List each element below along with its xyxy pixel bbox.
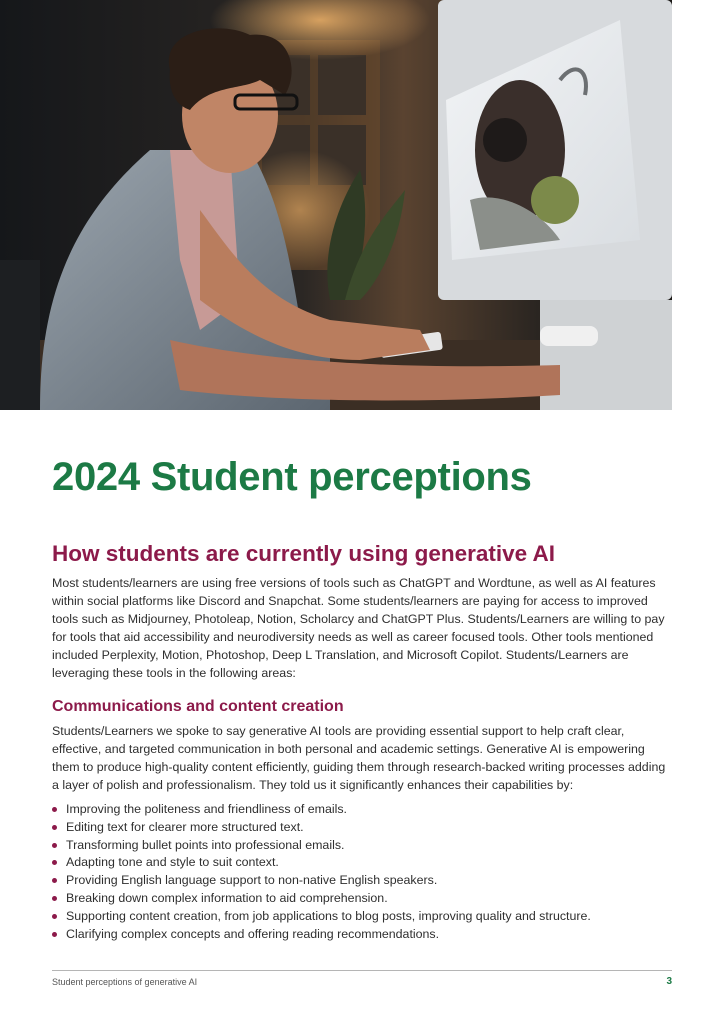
list-item-text: Providing English language support to non-native English speakers.: [66, 873, 438, 888]
bullet-dot-icon: [52, 825, 57, 830]
section-subtitle: How students are currently using generative AI: [52, 541, 556, 566]
hero-illustration: [0, 0, 672, 410]
list-item-text: Improving the politeness and friendliness of emails.: [66, 802, 348, 816]
list-item-text: Transforming bullet points into professional emails.: [66, 837, 345, 852]
list-item: [52, 926, 674, 944]
bullet-dot-icon: [52, 914, 57, 919]
hero-photo: [0, 0, 672, 410]
list-item-text: Breaking down complex information to aid comprehension.: [66, 890, 388, 905]
list-item-text: Supporting content creation, from job applications to blog posts, improving quality and structure.: [66, 908, 591, 923]
bullet-dot-icon: [52, 896, 57, 901]
section-heading: Communications and content creation: [52, 698, 344, 715]
list-item-text: Adapting tone and style to suit context.: [66, 855, 279, 870]
bullet-dot-icon: [52, 843, 57, 848]
bullet-dot-icon: [52, 932, 57, 937]
bullet-dot-icon: [52, 807, 57, 812]
list-item: [52, 908, 674, 926]
bullet-dot-icon: [52, 878, 57, 883]
page-number: 3: [666, 976, 672, 987]
list-item: [52, 872, 674, 890]
list-item: [52, 801, 674, 819]
section-paragraph: Students/Learners we spoke to say generative AI tools are providing essential support to help craft clear, effective, and targeted communication in both personal and academic settings. Generative AI is empowering them to produce high-quality content efficiently, guiding them through research-backed writing processes adding a layer of polish and professionalism. They told us it significantly enhances their capabilities by:: [52, 724, 666, 792]
list-item: [52, 819, 674, 837]
footer-document-title: Student perceptions of generative AI: [52, 977, 198, 987]
bullet-dot-icon: [52, 860, 57, 865]
list-item-text: Clarifying complex concepts and offering reading recommendations.: [66, 926, 440, 941]
list-item: [52, 837, 674, 855]
intro-paragraph: Most students/learners are using free versions of tools such as ChatGPT and Wordtune, as well as AI features within social platforms like Discord and Snapchat. Some students/learners are paying for access to improved tools such as Midjourney, Photoleap, Notion, Scholarcy and ChatGPT Plus. Students/Learners are willing to pay for tools that aid accessibility and neurodiversity needs as well as career focused tools. Other tools mentioned included Perplexity, Motion, Photoshop, Deep L Translation, and Microsoft Copilot. Students/Learners are leveraging these tools in the following areas:: [52, 576, 665, 680]
footer-divider: [52, 970, 672, 971]
page-title: 2024 Student perceptions: [52, 455, 532, 499]
capabilities-list: [52, 801, 674, 943]
list-item: [52, 890, 674, 908]
list-item-text: Editing text for clearer more structured text.: [66, 819, 304, 834]
list-item: [52, 854, 674, 872]
